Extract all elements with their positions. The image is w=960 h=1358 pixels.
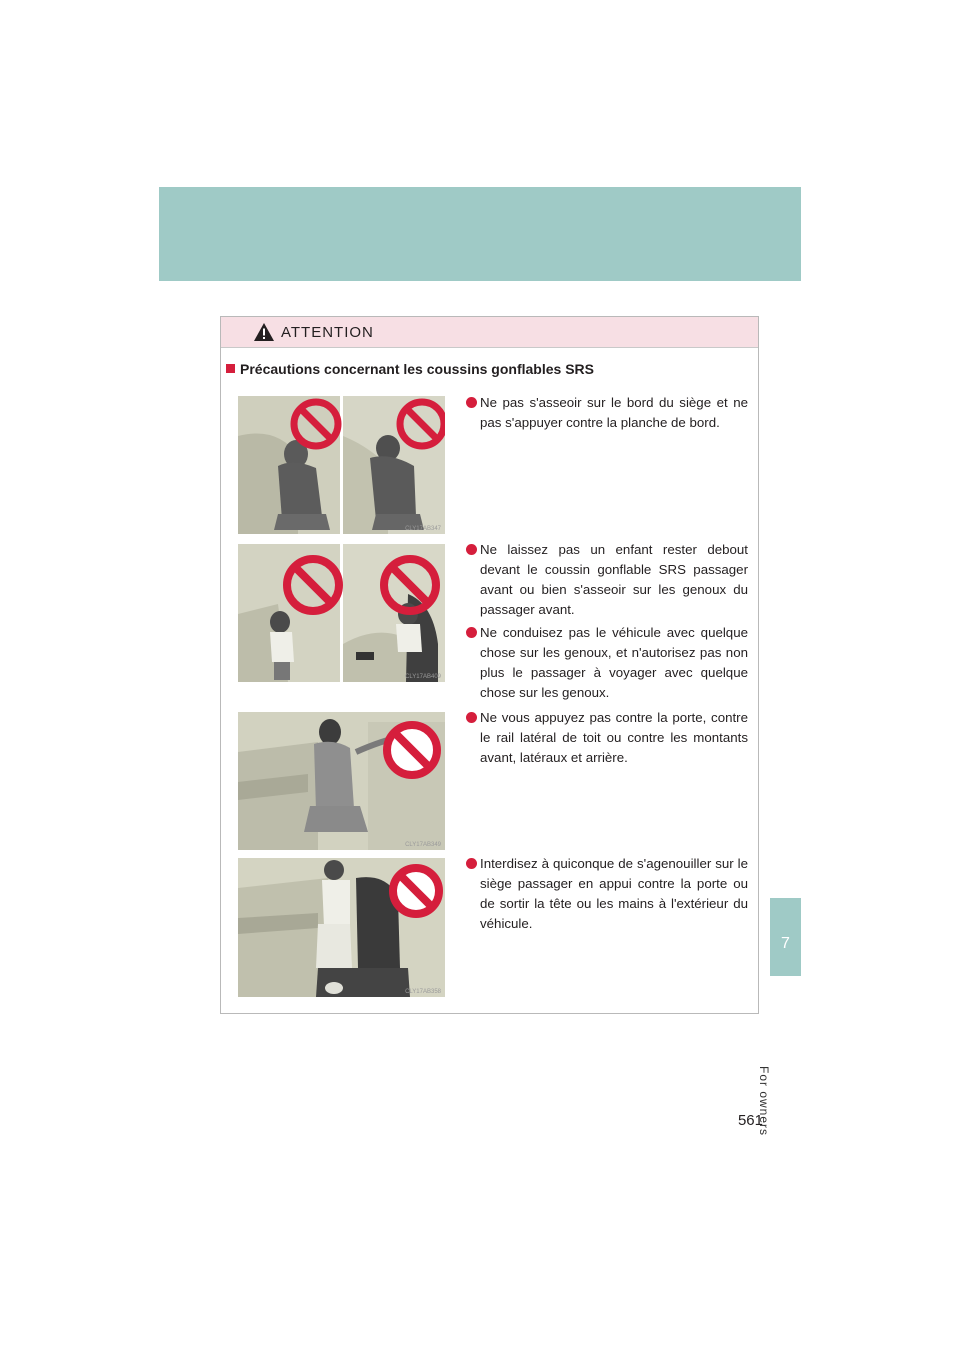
square-bullet-icon	[226, 364, 235, 373]
illustration-child-standing	[238, 544, 445, 682]
section-heading	[226, 361, 594, 377]
bullet-text: Ne vous appuyez pas contre la porte, contre le rail latéral de toit ou contre les montants avant, latéraux et arrière.	[480, 710, 748, 765]
no-entry-icon	[238, 712, 445, 850]
bullet-dot-icon	[466, 397, 477, 408]
illustration-code: CLY17AB347	[405, 526, 441, 532]
warning-icon	[253, 322, 275, 342]
illustration-code: CLY17AB409	[405, 674, 441, 680]
bullet-item	[466, 540, 748, 620]
header-band	[159, 187, 801, 281]
bullet-item	[466, 708, 748, 768]
attention-title: ATTENTION	[281, 324, 374, 341]
bullet-text: Ne pas s'asseoir sur le bord du siège et ne pas s'appuyer contre la planche de bord.	[480, 395, 748, 430]
illustration-kneeling	[238, 858, 445, 997]
bullet-item	[466, 623, 748, 703]
no-entry-icon	[238, 544, 445, 682]
bullet-text: Interdisez à quiconque de s'agenouiller sur le siège passager en appui contre la porte ou de sortir la tête ou les mains à l'extérieur du véhicule.	[480, 856, 748, 931]
illustration-leaning-door	[238, 712, 445, 850]
illustration-code: CLY17AB358	[405, 989, 441, 995]
chapter-number: 7	[781, 935, 790, 952]
bullet-dot-icon	[466, 858, 477, 869]
bullet-dot-icon	[466, 712, 477, 723]
bullet-text: Ne conduisez pas le véhicule avec quelque chose sur les genoux, et n'autorisez pas non plus le passager à voyager avec quelque chose sur les genoux.	[480, 625, 748, 700]
illustration-code: CLY17AB349	[405, 842, 441, 848]
page-number: 561	[737, 1112, 763, 1129]
section-heading-text: Précautions concernant les coussins gonflables SRS	[240, 361, 594, 377]
no-entry-icon	[238, 396, 445, 534]
bullet-dot-icon	[466, 544, 477, 555]
illustration-edge-of-seat	[238, 396, 445, 534]
attention-box	[220, 316, 759, 1014]
attention-header	[221, 317, 758, 348]
bullet-text: Ne laissez pas un enfant rester debout devant le coussin gonflable SRS passager avant ou bien s'asseoir sur les genoux du passager avant.	[480, 542, 748, 617]
no-entry-icon	[238, 858, 445, 997]
bullet-item	[466, 393, 748, 433]
bullet-dot-icon	[466, 627, 477, 638]
chapter-label: For owners	[757, 1066, 771, 1137]
bullet-item	[466, 854, 748, 934]
